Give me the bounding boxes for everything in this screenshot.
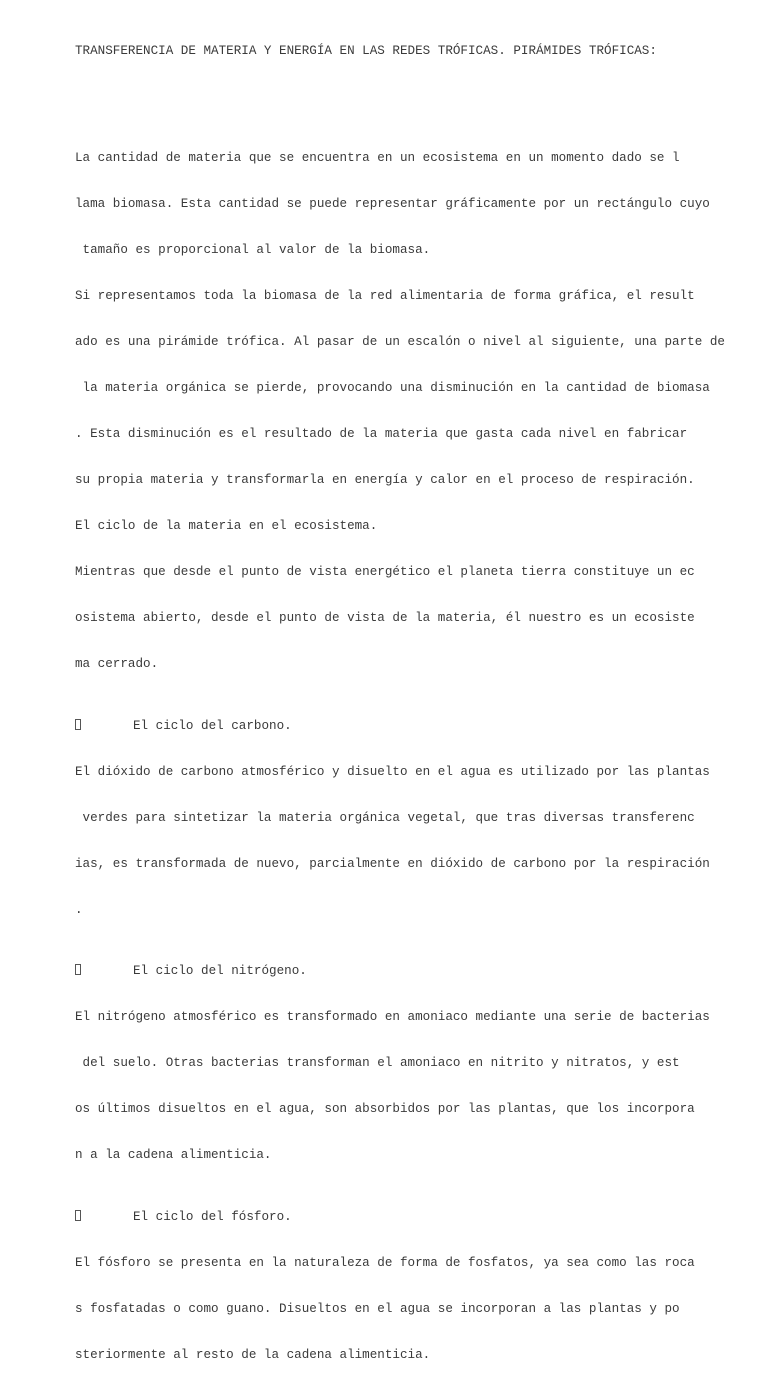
section-heading-text: El ciclo del nitrógeno. xyxy=(133,964,307,979)
paragraph-line: ias, es transformada de nuevo, parcialmente en dióxido de carbono por la respiración xyxy=(75,856,710,871)
section-heading-nitrogen xyxy=(75,964,735,979)
section-heading-phosphorus xyxy=(75,1210,735,1225)
paragraph-line: steriormente al resto de la cadena alimenticia. xyxy=(75,1347,431,1362)
paragraph-line: verdes para sintetizar la materia orgánica vegetal, que tras diversas transferenc xyxy=(75,810,695,825)
bullet-box-icon xyxy=(75,719,81,730)
paragraph-line: lama biomasa. Esta cantidad se puede representar gráficamente por un rectángulo cuyo xyxy=(75,197,710,212)
bullet-box-icon xyxy=(75,964,81,975)
bullet-box-icon xyxy=(75,1210,81,1221)
document-title: TRANSFERENCIA DE MATERIA Y ENERGÍA EN LAS REDES TRÓFICAS. PIRÁMIDES TRÓFICAS: xyxy=(75,43,657,58)
paragraph-line: os últimos disueltos en el agua, son absorbidos por las plantas, que los incorpora xyxy=(75,1102,695,1117)
paragraph-line: El nitrógeno atmosférico es transformado en amoniaco mediante una serie de bacterias xyxy=(75,1010,710,1025)
paragraph-line: Si representamos toda la biomasa de la red alimentaria de forma gráfica, el result xyxy=(75,289,695,304)
paragraph-line: La cantidad de materia que se encuentra en un ecosistema en un momento dado se l xyxy=(75,151,680,166)
section-heading-carbon xyxy=(75,719,735,734)
paragraph-line: Mientras que desde el punto de vista energético el planeta tierra constituye un ec xyxy=(75,565,695,580)
paragraph-line: del suelo. Otras bacterias transforman el amoniaco en nitrito y nitratos, y est xyxy=(75,1056,680,1071)
paragraph-line: su propia materia y transformarla en energía y calor en el proceso de respiración. xyxy=(75,473,695,488)
paragraph-line: la materia orgánica se pierde, provocando una disminución en la cantidad de biomasa xyxy=(75,381,710,396)
paragraph-line: . xyxy=(75,902,83,917)
paragraph-line: El dióxido de carbono atmosférico y disuelto en el agua es utilizado por las plantas xyxy=(75,764,710,779)
paragraph-line: El ciclo de la materia en el ecosistema. xyxy=(75,519,378,534)
blank-line xyxy=(75,90,735,105)
paragraph-line: . Esta disminución es el resultado de la materia que gasta cada nivel en fabricar xyxy=(75,427,688,442)
section-heading-text: El ciclo del carbono. xyxy=(133,718,292,733)
paragraph-line: s fosfatadas o como guano. Disueltos en el agua se incorporan a las plantas y po xyxy=(75,1301,680,1316)
paragraph-line: n a la cadena alimenticia. xyxy=(75,1148,272,1163)
document-body xyxy=(75,13,735,1379)
section-heading-text: El ciclo del fósforo. xyxy=(133,1209,292,1224)
paragraph-line: osistema abierto, desde el punto de vista de la materia, él nuestro es un ecosiste xyxy=(75,611,695,626)
paragraph-line: ma cerrado. xyxy=(75,657,159,672)
paragraph-line: ado es una pirámide trófica. Al pasar de un escalón o nivel al siguiente, una parte de xyxy=(75,335,725,350)
paragraph-line: tamaño es proporcional al valor de la biomasa. xyxy=(75,243,431,258)
paragraph-line: El fósforo se presenta en la naturaleza de forma de fosfatos, ya sea como las roca xyxy=(75,1255,695,1270)
